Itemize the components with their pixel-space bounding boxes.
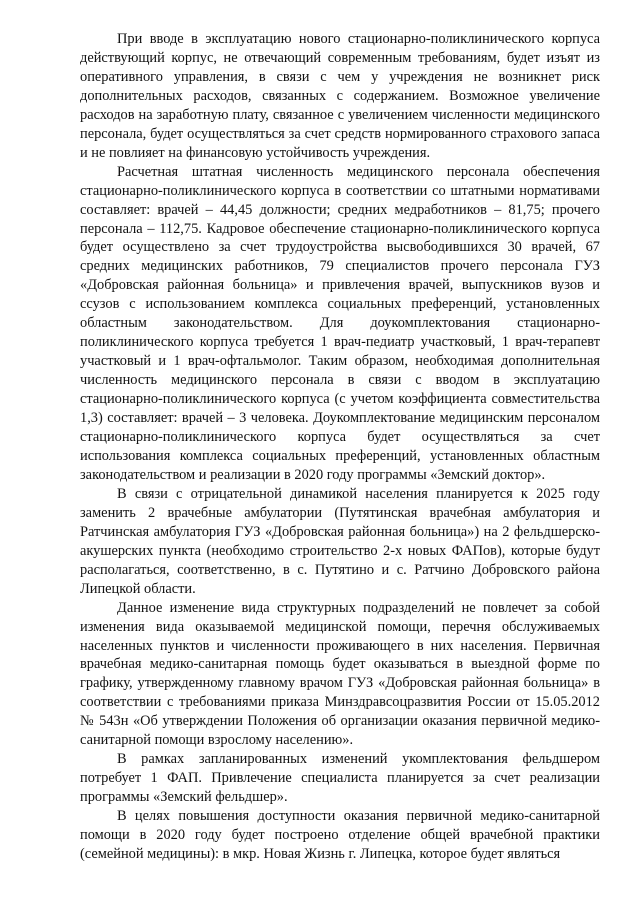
paragraph-6: В целях повышения доступности оказания первичной медико-санитарной помощи в 2020 году будет построено отделение общей врачебной практики (семейной медицины): в мкр. Новая Жизнь г. Липецка, которое будет являться (80, 808, 600, 862)
paragraph-1: При вводе в эксплуатацию нового стационарно-поликлинического корпуса действующий корпус, не отвечающий современным требованиям, будет изъят из оперативного управления, в связи с чем у учреждения не возникнет риск дополнительных расходов, связанных с содержанием. Возможное увеличение расходов на заработную плату, связанное с увеличением численности медицинского персонала, будет осуществляться за счет средств нормированного страхового запаса и не повлияет на финансовую устойчивость учреждения. (80, 31, 600, 161)
document-body (80, 30, 600, 864)
paragraph-3: В связи с отрицательной динамикой населения планируется к 2025 году заменить 2 врачебные амбулатории (Путятинская врачебная амбулатория и Ратчинская амбулатория ГУЗ «Добровская районная больница») на 2 фельдшерско-акушерских пункта (необходимо строительство 2-х новых ФАПов), которые будут располагаться, соответственно, в с. Путятино и с. Ратчино Добровского района Липецкой области. (80, 485, 600, 597)
paragraph-5: В рамках запланированных изменений укомплектования фельдшером потребует 1 ФАП. Привлечение специалиста планируется за счет реализации программы «Земский фельдшер». (80, 751, 600, 806)
paragraph-2: Расчетная штатная численность медицинского персонала обеспечения стационарно-поликлинического корпуса в соответствии со штатными нормативами составляет: врачей – 44,45 должности; средних медработников – 81,75; прочего персонала – 112,75. Кадровое обеспечение стационарно-поликлинического корпуса будет осуществлено за счет трудоустройства высвободившихся 30 врачей, 67 средних медицинских работников, 79 специалистов прочего персонала ГУЗ «Добровская районная больница» и привлечения врачей, выпускников вузов и ссузов с использованием комплекса социальных преференций, установленных областным законодательством. Для доукомплектования стационарно-поликлинического корпуса требуется 1 врач-педиатр участковый, 1 врач-терапевт участковый и 1 врач-офтальмолог. Таким образом, необходимая дополнительная численность медицинского персонала в связи с вводом в эксплуатацию стационарно-поликлинического корпуса (с учетом коэффициента совместительства 1,3) составляет: врачей – 3 человека. Доукомплектование медицинским персоналом стационарно-поликлинического корпуса будет осуществляться за счет использования комплекса социальных преференций, установленных областным законодательством и реализации в 2020 году программы «Земский доктор». (80, 163, 600, 483)
paragraph-4: Данное изменение вида структурных подразделений не повлечет за собой изменения вида оказываемой медицинской помощи, перечня обслуживаемых населенных пунктов и численности проживающего в них населения. Первичная врачебная медико-санитарная помощь будет оказываться в выездной форме по графику, утвержденному главному врачом ГУЗ «Добровская районная больница» в соответствии с требованиями приказа Минздравсоцразвития России от 15.05.2012 № 543н «Об утверждении Положения об организации оказания первичной медико-санитарной помощи взрослому населению». (80, 599, 600, 749)
